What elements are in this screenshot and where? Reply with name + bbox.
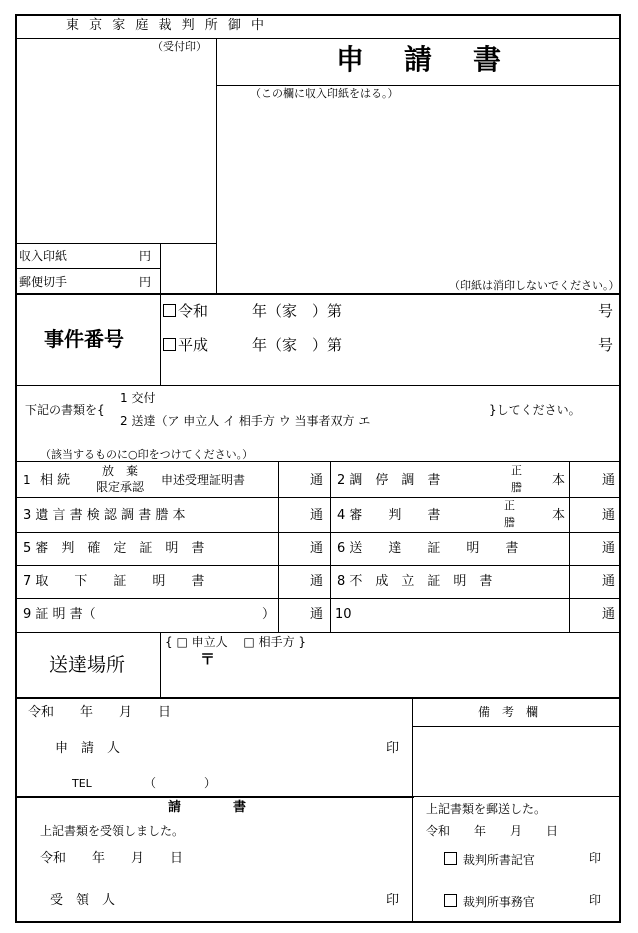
checkbox[interactable] (444, 852, 457, 865)
receipt-date: 令和 年 月 日 (40, 851, 184, 866)
clerk-label: 裁判所書記官 (462, 853, 535, 867)
era-reiwa: 令和 (178, 302, 209, 320)
line (15, 532, 620, 533)
receiver-label: 受 領 人 (50, 893, 116, 908)
hon-label: 本 (552, 473, 566, 488)
doc-8-label: 8 不 成 立 証 明 書 (337, 574, 493, 589)
doc-6-label: 6 送 達 証 明 書 (337, 541, 519, 556)
doc-3-label: 3 遺 言 書 検 認 調 書 謄 本 (23, 508, 186, 523)
secretary-seal: 印 (589, 893, 602, 907)
line (15, 497, 620, 498)
line (15, 461, 620, 462)
yen-label: 円 (139, 275, 152, 289)
doc-1-certificate: 申述受理証明書 (161, 473, 246, 487)
line (15, 565, 620, 566)
doc-1-number: 1 (23, 473, 31, 487)
doc-9-close: ） (262, 607, 276, 622)
clerk-seal: 印 (589, 851, 602, 865)
doc-4-copy: 謄 (504, 516, 515, 529)
line (412, 796, 620, 797)
postage-stamp-label: 郵便切手 (19, 275, 68, 289)
case-line-heisei (163, 338, 208, 353)
title-char: 申 (336, 43, 365, 76)
tel-label: TEL (72, 777, 92, 790)
doc-1-renounce: 放 棄 (102, 464, 139, 478)
line (330, 461, 331, 632)
unit-label: 通 (602, 508, 616, 523)
unit-label: 通 (310, 541, 324, 556)
year-house-label: 年（家 ）第 (252, 336, 343, 354)
era-heisei: 平成 (178, 336, 209, 354)
request-lead: 下記の書類を{ (25, 403, 105, 417)
frame-top (15, 14, 621, 16)
mailed-text: 上記書類を郵送した。 (426, 802, 547, 816)
checkbox[interactable] (444, 894, 457, 907)
go-label: 号 (598, 336, 614, 354)
postal-mark: 〒 (200, 650, 216, 668)
doc-2-original: 正 (511, 464, 522, 477)
request-option-issue: 1 交付 (120, 391, 156, 405)
case-number-label: 事件番号 (44, 327, 124, 351)
unit-label: 通 (602, 574, 616, 589)
receipt-title: 請 書 (168, 800, 247, 815)
doc-2-label: 2 調 停 調 書 (337, 473, 441, 488)
line (15, 632, 620, 633)
title-char: 請 (404, 43, 433, 76)
receiver-seal: 印 (386, 893, 400, 908)
checkbox[interactable] (163, 304, 176, 317)
line (15, 38, 620, 39)
delivery-place-label: 送達場所 (49, 654, 126, 676)
doc-10-label: 10 (335, 607, 352, 622)
frame-bottom (15, 921, 621, 923)
secretary-line (444, 894, 535, 908)
court-name: 東 京 家 庭 裁 判 所 御 中 (66, 18, 268, 33)
title-char: 書 (473, 43, 502, 76)
mailed-date: 令和 年 月 日 (426, 824, 559, 838)
clerk-line (444, 852, 535, 866)
doc-4-original: 正 (504, 499, 515, 512)
unit-label: 通 (602, 473, 616, 488)
receipt-received: 上記書類を受領しました。 (40, 824, 185, 838)
go-label: 号 (598, 302, 614, 320)
doc-9-label: 9 証 明 書（ (23, 607, 96, 622)
unit-label: 通 (310, 574, 324, 589)
request-option-service: 2 送達（ア 申立人 イ 相手方 ウ 当事者双方 エ (120, 414, 371, 428)
line (160, 632, 161, 698)
line (15, 385, 620, 386)
year-house-label: 年（家 ）第 (252, 302, 343, 320)
stamp-note: （この欄に収入印紙をはる。） (250, 87, 399, 100)
unit-label: 通 (602, 541, 616, 556)
doc-1-inheritance: 相 続 (40, 473, 71, 488)
unit-label: 通 (310, 607, 324, 622)
checkbox[interactable] (163, 338, 176, 351)
remarks-label: 備 考 欄 (478, 705, 539, 719)
line (412, 726, 620, 727)
line (278, 461, 279, 632)
doc-5-label: 5 審 判 確 定 証 明 書 (23, 541, 205, 556)
doc-1-limited: 限定承認 (96, 480, 145, 494)
frame-right (619, 14, 621, 923)
line (15, 293, 621, 295)
revenue-stamp-label: 収入印紙 (19, 249, 68, 263)
frame-left (15, 14, 17, 923)
hon-label: 本 (552, 508, 566, 523)
doc-2-copy: 謄 (511, 481, 522, 494)
unit-label: 通 (310, 473, 324, 488)
line (216, 85, 620, 86)
unit-label: 通 (602, 607, 616, 622)
tel-paren: （ ） (144, 776, 217, 790)
line (216, 38, 217, 294)
applicant-label: 申 請 人 (55, 741, 121, 756)
no-cancel-note: （印紙は消印しないでください。） (449, 279, 620, 292)
case-line-reiwa (163, 304, 208, 319)
yen-label: 円 (139, 249, 152, 263)
line (160, 294, 161, 386)
request-note: （該当するものに○印をつけてください。） (40, 448, 254, 461)
doc-4-label: 4 審 判 書 (337, 508, 441, 523)
delivery-options: { □ 申立人 □ 相手方 } (165, 635, 307, 649)
line (15, 268, 160, 269)
line (15, 598, 620, 599)
request-tail: }してください。 (489, 403, 581, 417)
unit-label: 通 (310, 508, 324, 523)
line (412, 698, 413, 922)
applicant-seal: 印 (386, 741, 400, 756)
line (569, 461, 570, 632)
line (15, 243, 216, 244)
applicant-date: 令和 年 月 日 (28, 705, 172, 720)
secretary-label: 裁判所事務官 (462, 895, 535, 909)
line (15, 697, 621, 699)
doc-7-label: 7 取 下 証 明 書 (23, 574, 205, 589)
line (15, 796, 414, 798)
stamp-label: （受付印） (152, 40, 207, 53)
line (160, 243, 161, 294)
